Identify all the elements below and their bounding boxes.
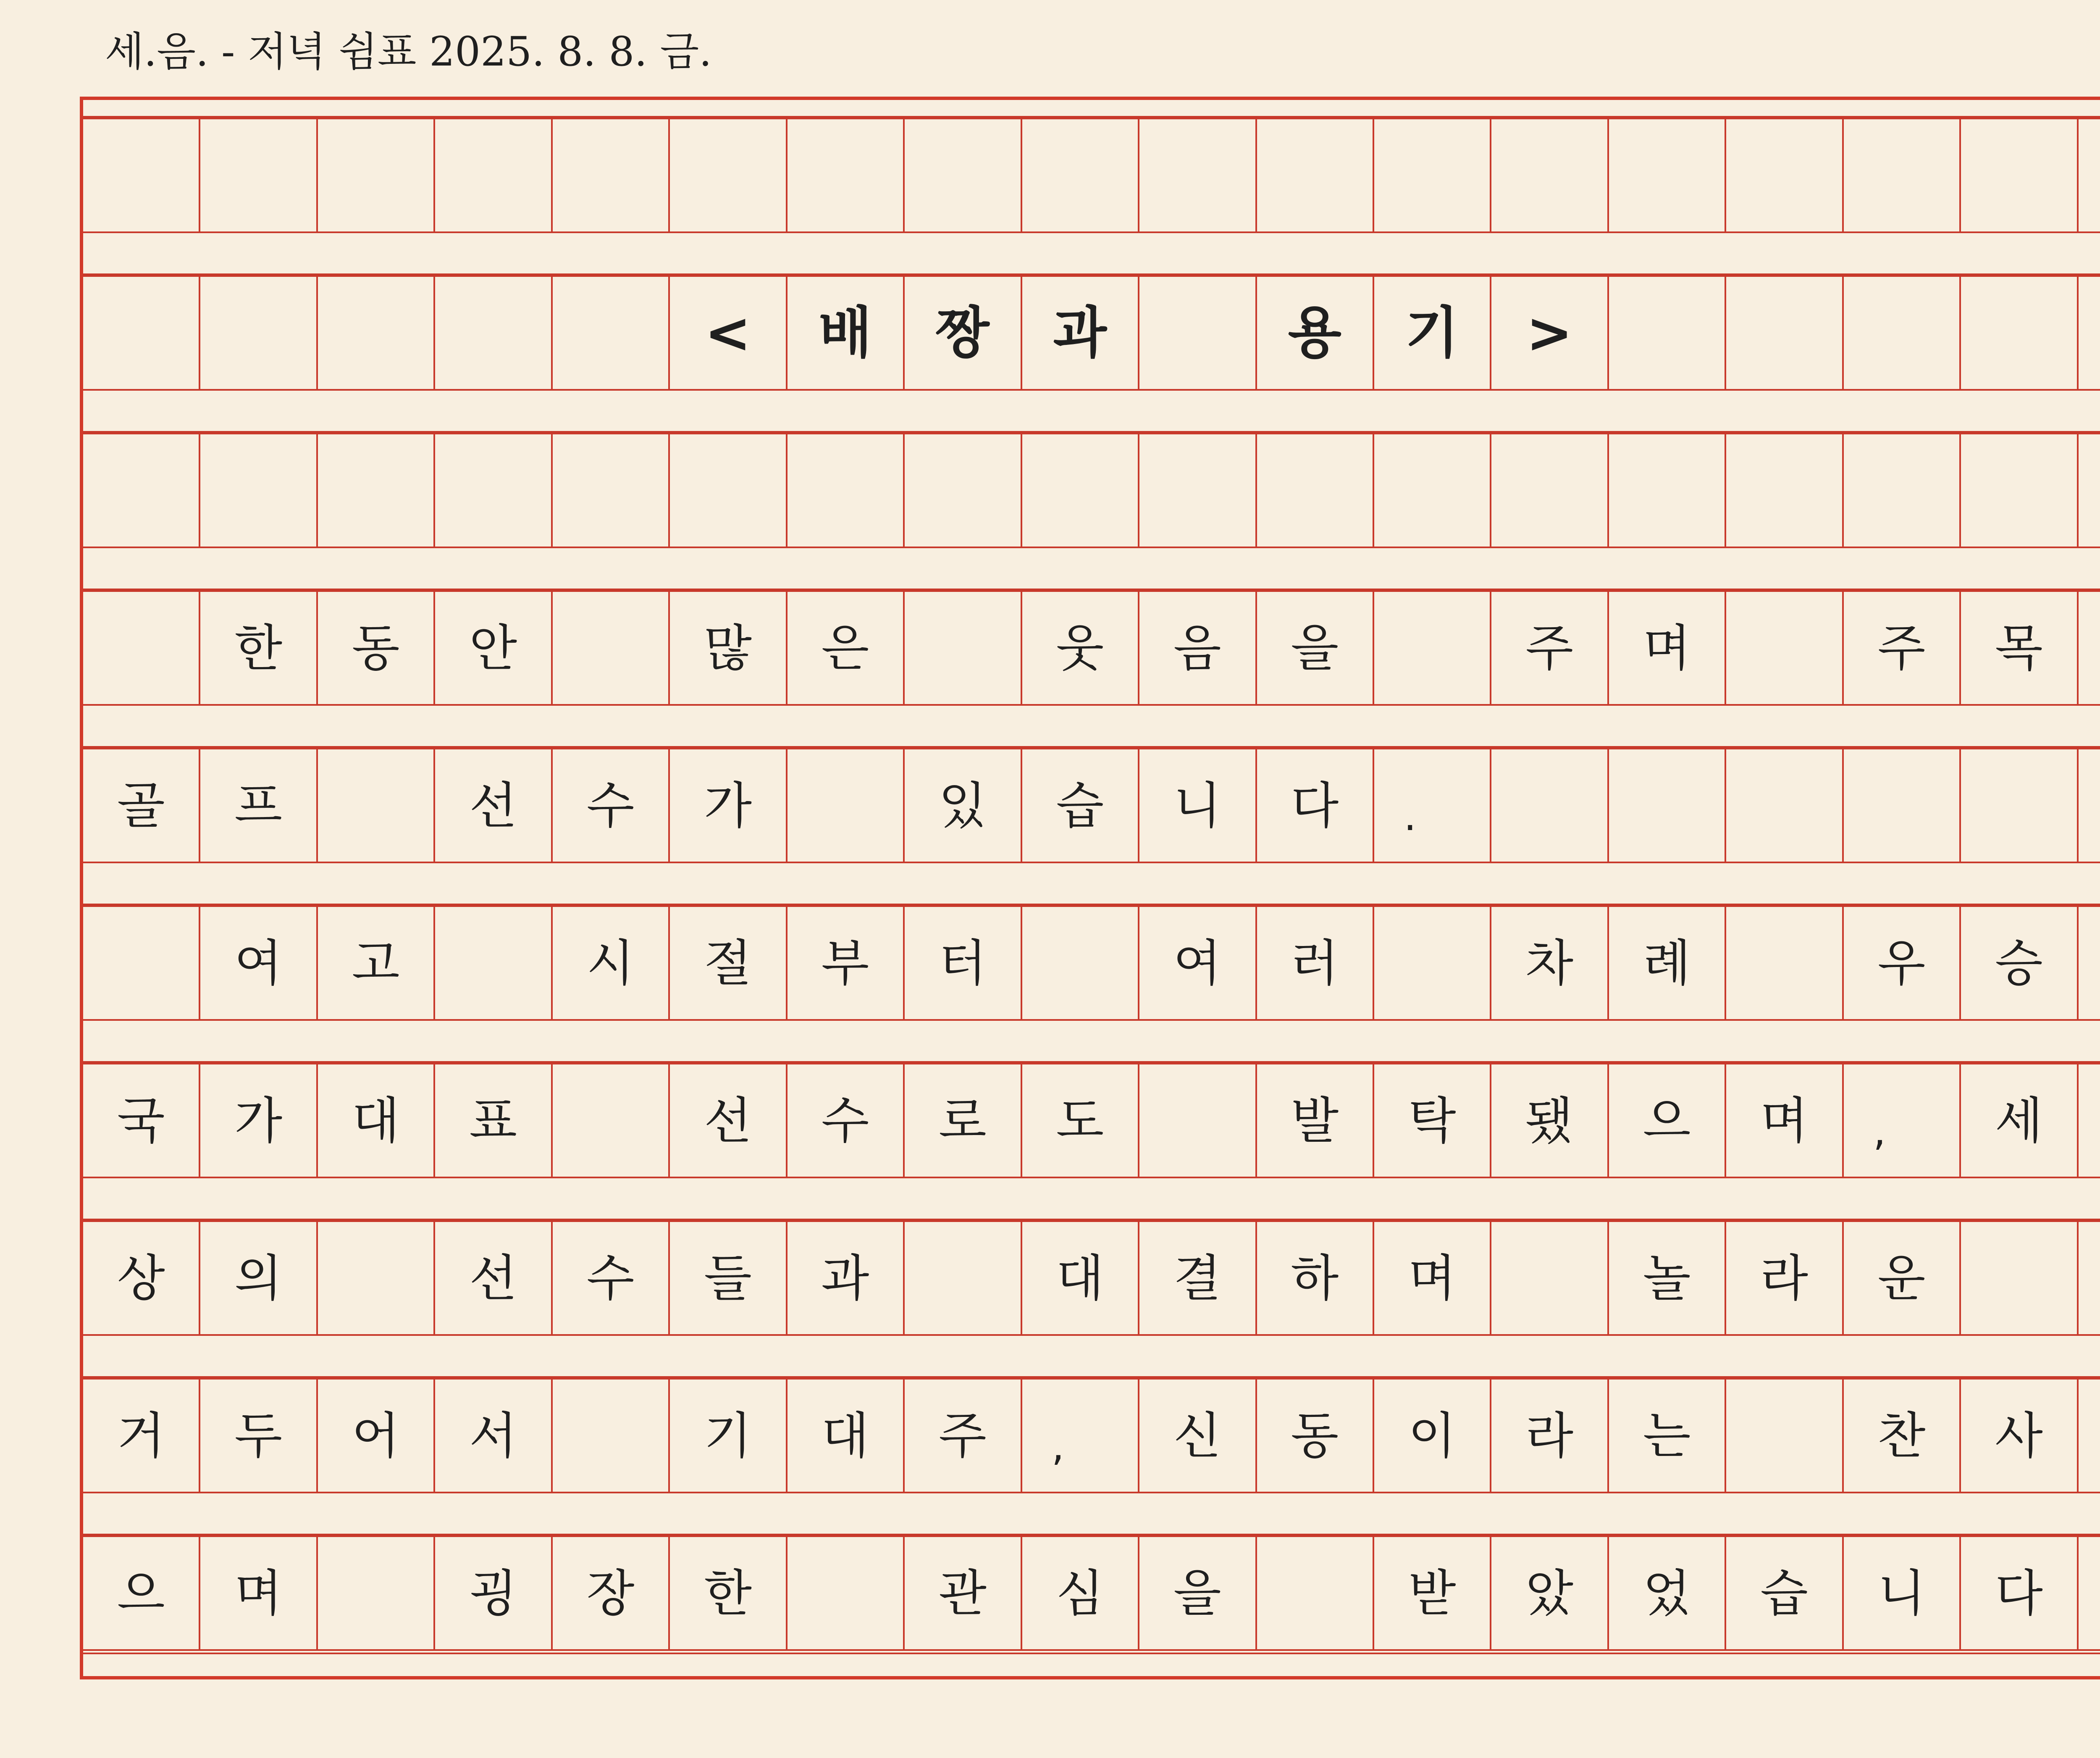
grid-cell [1022, 119, 1139, 231]
grid-cell: 라 [1491, 1380, 1609, 1492]
grid-cell: 배 [788, 277, 905, 389]
grid-cell: 선 [435, 749, 552, 862]
grid-cell [1844, 277, 1961, 389]
grid-cell [1961, 434, 2078, 547]
grid-cell: 여 [1139, 907, 1257, 1019]
grid-cell [1609, 277, 1726, 389]
grid-cell: 으 [1609, 1064, 1726, 1177]
grid-cell [318, 434, 435, 547]
grid-cell [83, 277, 200, 389]
grid-cell: 프 [200, 749, 318, 862]
grid-cell: 며 [1374, 1222, 1491, 1334]
grid-cell: 가 [200, 1064, 318, 1177]
grid-cell: 동 [1257, 1380, 1374, 1492]
title-row [83, 275, 2100, 391]
grid-cell [1491, 1222, 1609, 1334]
grid-cell [83, 119, 200, 231]
grid-cell: 발 [1257, 1064, 1374, 1177]
grid-cell: > [1491, 277, 1609, 389]
grid-cell [1726, 434, 1843, 547]
grid-cell: 놀 [1609, 1222, 1726, 1334]
grid-cell [2079, 749, 2100, 862]
grid-cell [788, 749, 905, 862]
grid-cell [1374, 119, 1491, 231]
manuscript-row [83, 748, 2100, 863]
grid-cell [1961, 277, 2078, 389]
grid-cell [435, 907, 552, 1019]
grid-cell: , [1022, 1380, 1139, 1492]
grid-cell [2079, 277, 2100, 389]
grid-cell [670, 434, 787, 547]
grid-cell: 많 [670, 592, 787, 704]
grid-cell [1726, 907, 1843, 1019]
grid-cell: 용 [1257, 277, 1374, 389]
grid-cell [670, 119, 787, 231]
grid-cell: 동 [318, 592, 435, 704]
grid-cell: 목 [1961, 592, 2078, 704]
grid-cell [318, 119, 435, 231]
grid-cell [1491, 749, 1609, 862]
grid-cell: 과 [1022, 277, 1139, 389]
grid-cell: 을 [1139, 1537, 1257, 1649]
grid-cell [1609, 749, 1726, 862]
grid-cell: 대 [788, 1380, 905, 1492]
grid-cell: 으 [83, 1537, 200, 1649]
grid-cell [1491, 119, 1609, 231]
grid-cell [553, 592, 670, 704]
grid-cell: 터 [905, 907, 1022, 1019]
grid-cell [905, 434, 1022, 547]
grid-cell: 결 [1139, 1222, 1257, 1334]
grid-cell: 니 [1844, 1537, 1961, 1649]
manuscript-row [83, 118, 2100, 233]
grid-cell: 굉 [435, 1537, 552, 1649]
grid-cell: . [1374, 749, 1491, 862]
grid-cell: 라 [1726, 1222, 1843, 1334]
grid-cell [1961, 119, 2078, 231]
grid-cell [435, 277, 552, 389]
grid-cell: 며 [1609, 592, 1726, 704]
grid-cell: 들 [670, 1222, 787, 1334]
grid-cell [1726, 119, 1843, 231]
grid-cell: 수 [788, 1064, 905, 1177]
manuscript-row [83, 905, 2100, 1021]
grid-cell [1374, 592, 1491, 704]
manuscript-row [83, 433, 2100, 548]
grid-cell [318, 749, 435, 862]
grid-cell [788, 119, 905, 231]
grid-cell [788, 1537, 905, 1649]
grid-cell: 상 [83, 1222, 200, 1334]
grid-cell [1726, 749, 1843, 862]
grid-cell [318, 277, 435, 389]
grid-cell [2079, 434, 2100, 547]
grid-cell [553, 434, 670, 547]
grid-cell: 부 [788, 907, 905, 1019]
grid-cell [553, 1064, 670, 1177]
grid-cell [2079, 1064, 2100, 1177]
grid-cell: 선 [435, 1222, 552, 1334]
grid-cell [1374, 434, 1491, 547]
grid-cell [1844, 434, 1961, 547]
grid-cell [2079, 119, 2100, 231]
grid-cell [1257, 1537, 1374, 1649]
grid-cell [435, 119, 552, 231]
grid-cell: 여 [200, 907, 318, 1019]
grid-cell [200, 277, 318, 389]
grid-cell: 한 [200, 592, 318, 704]
grid-cell [435, 434, 552, 547]
grid-cell: 음 [1139, 592, 1257, 704]
grid-cell: 운 [1844, 1222, 1961, 1334]
grid-cell: 차 [1491, 907, 1609, 1019]
grid-cell: 았 [1491, 1537, 1609, 1649]
manuscript-row [83, 590, 2100, 706]
grid-cell [1139, 434, 1257, 547]
grid-cell [2079, 592, 2100, 704]
grid-cell [2079, 1380, 2100, 1492]
grid-cell [553, 119, 670, 231]
grid-cell [1961, 1222, 2078, 1334]
grid-cell [1726, 1380, 1843, 1492]
grid-cell: 다 [1257, 749, 1374, 862]
grid-cell: 짱 [905, 277, 1022, 389]
grid-cell: 탁 [1374, 1064, 1491, 1177]
grid-cell: 로 [905, 1064, 1022, 1177]
grid-cell: 사 [1961, 1380, 2078, 1492]
grid-cell [905, 119, 1022, 231]
grid-cell: 심 [1022, 1537, 1139, 1649]
grid-cell [1257, 119, 1374, 231]
grid-cell: 신 [1139, 1380, 1257, 1492]
grid-cell [1961, 749, 2078, 862]
grid-cell [1374, 907, 1491, 1019]
manuscript-row [83, 1063, 2100, 1178]
grid-cell [1609, 434, 1726, 547]
grid-cell [200, 119, 318, 231]
grid-cell [318, 1222, 435, 1334]
grid-cell: 습 [1726, 1537, 1843, 1649]
header-title: 세.음. - 저녁 쉼표 2025. 8. 8. 금. [105, 28, 712, 75]
grid-cell: 러 [1257, 907, 1374, 1019]
grid-cell: 주 [905, 1380, 1022, 1492]
grid-cell: 는 [1609, 1380, 1726, 1492]
grid-cell: 거 [83, 1380, 200, 1492]
grid-cell: 한 [670, 1537, 787, 1649]
grid-cell: 이 [1374, 1380, 1491, 1492]
grid-cell: 습 [1022, 749, 1139, 862]
grid-cell: 웃 [1022, 592, 1139, 704]
grid-cell [2079, 1537, 2100, 1649]
grid-cell: 어 [318, 1380, 435, 1492]
grid-cell [1491, 434, 1609, 547]
grid-cell: 됐 [1491, 1064, 1609, 1177]
grid-cell [1139, 277, 1257, 389]
grid-cell [1726, 277, 1843, 389]
grid-cell: < [670, 277, 787, 389]
grid-cell: 대 [1022, 1222, 1139, 1334]
row-spacer [83, 1653, 2100, 1654]
grid-cell: 받 [1374, 1537, 1491, 1649]
grid-cell [83, 907, 200, 1019]
grid-cell: 과 [788, 1222, 905, 1334]
grid-cell [1844, 119, 1961, 231]
grid-cell: 국 [83, 1064, 200, 1177]
grid-cell: 례 [1609, 907, 1726, 1019]
grid-cell: 안 [435, 592, 552, 704]
grid-cell [905, 1222, 1022, 1334]
grid-cell [1139, 1064, 1257, 1177]
grid-cell: 세 [1961, 1064, 2078, 1177]
grid-cell [1726, 592, 1843, 704]
grid-cell: 고 [318, 907, 435, 1019]
grid-cell: 주 [1491, 592, 1609, 704]
grid-cell: 기 [670, 1380, 787, 1492]
grid-cell: 골 [83, 749, 200, 862]
grid-cell [905, 592, 1022, 704]
grid-cell [2079, 1222, 2100, 1334]
grid-cell: 수 [553, 1222, 670, 1334]
grid-cell: 수 [553, 749, 670, 862]
grid-cell [1609, 119, 1726, 231]
grid-cell: 찬 [1844, 1380, 1961, 1492]
grid-cell: 며 [1726, 1064, 1843, 1177]
grid-cell [83, 434, 200, 547]
grid-cell: 관 [905, 1537, 1022, 1649]
grid-cell [1844, 749, 1961, 862]
grid-cell: , [1844, 1064, 1961, 1177]
grid-cell [553, 277, 670, 389]
grid-cell [1022, 434, 1139, 547]
grid-cell [1022, 907, 1139, 1019]
grid-cell [83, 592, 200, 704]
grid-cell: 가 [670, 749, 787, 862]
grid-cell: 하 [1257, 1222, 1374, 1334]
grid-cell: 니 [1139, 749, 1257, 862]
manuscript-row [83, 1378, 2100, 1493]
grid-cell: 서 [435, 1380, 552, 1492]
grid-cell: 장 [553, 1537, 670, 1649]
grid-cell: 을 [1257, 592, 1374, 704]
grid-cell: 기 [1374, 277, 1491, 389]
grid-cell [1139, 119, 1257, 231]
grid-cell: 었 [1609, 1537, 1726, 1649]
grid-cell [553, 1380, 670, 1492]
grid-cell: 대 [318, 1064, 435, 1177]
grid-cell: 선 [670, 1064, 787, 1177]
manuscript-row [83, 1535, 2100, 1651]
grid-cell [1257, 434, 1374, 547]
grid-cell: 승 [1961, 907, 2078, 1019]
grid-cell: 주 [1844, 592, 1961, 704]
grid-cell: 도 [1022, 1064, 1139, 1177]
grid-cell: 다 [1961, 1537, 2078, 1649]
grid-cell [318, 1537, 435, 1649]
grid-cell [200, 434, 318, 547]
manuscript-row [83, 1220, 2100, 1336]
grid-cell [788, 434, 905, 547]
grid-cell: 은 [788, 592, 905, 704]
grid-cell: 의 [200, 1222, 318, 1334]
manuscript-sheet [80, 97, 2100, 1679]
grid-cell [2079, 907, 2100, 1019]
grid-cell: 절 [670, 907, 787, 1019]
grid-cell: 우 [1844, 907, 1961, 1019]
grid-cell: 있 [905, 749, 1022, 862]
grid-cell: 표 [435, 1064, 552, 1177]
grid-cell: 며 [200, 1537, 318, 1649]
grid-cell: 시 [553, 907, 670, 1019]
grid-cell: 두 [200, 1380, 318, 1492]
